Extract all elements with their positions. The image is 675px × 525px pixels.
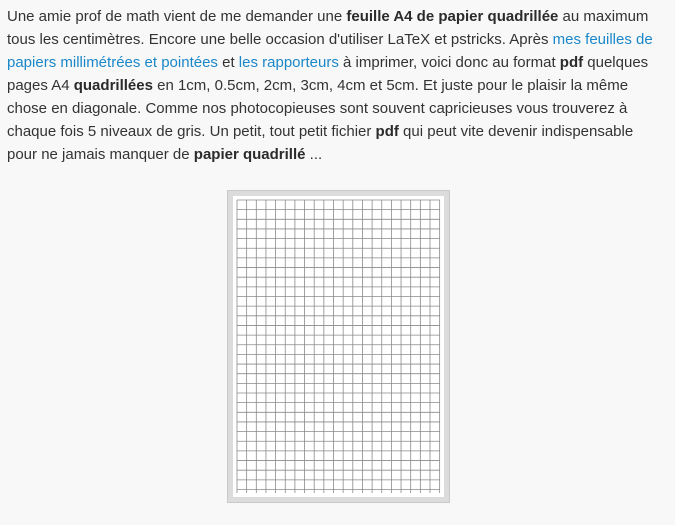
grid-paper-image bbox=[233, 196, 444, 497]
text-segment: et bbox=[217, 54, 239, 71]
text-segment: à imprimer, voici donc au format bbox=[338, 54, 560, 71]
grid-paper-sheet bbox=[233, 196, 444, 497]
grid-paper-preview[interactable] bbox=[227, 190, 450, 503]
bold-keyword: pdf bbox=[375, 123, 399, 140]
text-segment: Une amie prof de math vient de me demander une bbox=[7, 8, 347, 25]
text-segment: qui peut vite devenir indispensable pour ne jamais manquer de bbox=[7, 123, 634, 163]
link-protractors[interactable]: les rapporteurs bbox=[238, 54, 339, 71]
text-segment: en 1cm, 0.5cm, 2cm, 3cm, 4cm et 5cm. Et juste pour le plaisir la même chose en diagonale. Comme nos photocopieuses sont souvent capricieuses vous trouverez à chaque fois 5 niveaux de gris. Un petit, tout petit fichier bbox=[7, 77, 629, 140]
bold-keyword: papier quadrillé bbox=[193, 146, 306, 163]
text-segment: au maximum tous les centimètres. Encore une belle occasion d'utiliser LaTeX et pstricks. Après bbox=[7, 8, 649, 48]
bold-keyword: pdf bbox=[559, 54, 584, 71]
text-segment: ... bbox=[305, 146, 323, 163]
bold-keyword: feuille A4 de papier quadrillée bbox=[346, 8, 559, 25]
link-graph-paper[interactable]: mes feuilles de papiers millimétrées et pointées bbox=[7, 31, 653, 71]
article-paragraph bbox=[7, 5, 667, 166]
text-segment: quelques pages A4 bbox=[7, 54, 649, 94]
bold-keyword: quadrillées bbox=[73, 77, 153, 94]
